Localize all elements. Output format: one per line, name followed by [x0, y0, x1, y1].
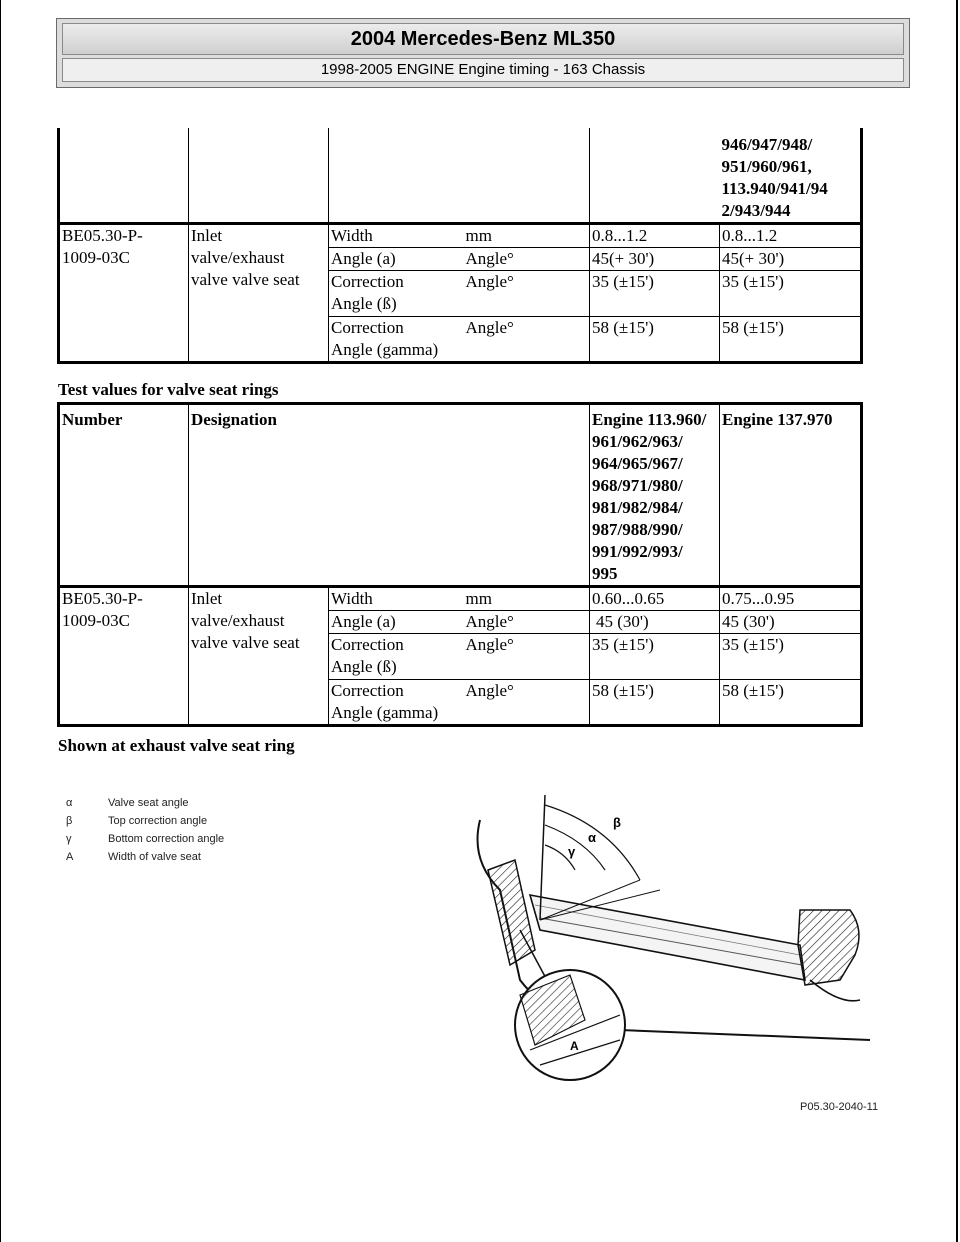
table-caption: Test values for valve seat rings: [58, 380, 279, 399]
legend-symbol: A: [66, 851, 74, 863]
legend-text: Bottom correction angle: [108, 833, 225, 845]
legend-symbol: β: [66, 815, 73, 827]
valve-seat-diagram: [460, 780, 880, 1100]
engine-variants-cell: 946/947/948/ 951/960/961, 113.940/941/94 2/943/944: [721, 135, 828, 220]
legend-text: Valve seat angle: [108, 797, 189, 809]
valve-seat-ring-test-values-table: [57, 402, 863, 727]
unit-cell: Angle°: [464, 634, 590, 680]
valve-seat-test-values-table-continued: [57, 128, 863, 364]
value-cell: 0.8...1.2: [590, 224, 720, 248]
column-header: Engine 137.970: [720, 404, 862, 587]
unit-cell: Angle°: [464, 271, 590, 317]
param-cell: Angle (a): [329, 248, 464, 271]
value-cell: 0.60...0.65: [590, 587, 720, 611]
unit-cell: mm: [464, 587, 590, 611]
value-cell: 45 (30'): [720, 611, 862, 634]
unit-cell: Angle°: [464, 248, 590, 271]
value-cell: 35 (±15'): [720, 634, 862, 680]
unit-cell: Angle°: [464, 680, 590, 726]
param-cell: Correction Angle (ß): [329, 271, 464, 317]
angle-label-beta: β: [613, 815, 621, 830]
param-cell: Correction Angle (gamma): [329, 680, 464, 726]
page-border-right: [956, 0, 958, 1242]
unit-cell: Angle°: [464, 317, 590, 363]
figure-caption: Shown at exhaust valve seat ring: [58, 736, 295, 755]
cylinder-head-right-hatch: [798, 910, 859, 985]
document-title: 2004 Mercedes-Benz ML350: [62, 23, 904, 55]
figure-reference: P05.30-2040-11: [800, 1101, 879, 1113]
legend-text: Top correction angle: [108, 815, 208, 827]
page-border-left: [0, 0, 1, 1242]
document-subtitle: 1998-2005 ENGINE Engine timing - 163 Chassis: [62, 58, 904, 82]
angle-label-alpha: α: [588, 830, 596, 845]
value-cell: 45(+ 30'): [590, 248, 720, 271]
value-cell: 45 (30'): [590, 611, 720, 634]
angle-label-gamma: γ: [568, 844, 576, 859]
param-cell: Angle (a): [329, 611, 464, 634]
value-cell: 58 (±15'): [720, 680, 862, 726]
column-header: Number: [62, 410, 123, 429]
designation-cell: Inlet valve/exhaust valve valve seat: [189, 224, 329, 363]
param-cell: Correction Angle (gamma): [329, 317, 464, 363]
param-cell: Width: [329, 587, 464, 611]
column-header: Designation: [189, 404, 590, 587]
column-header: Engine 113.960/ 961/962/963/ 964/965/967/ 968/971/980/ 981/982/984/ 987/988/990/ 991/992/993/ 995: [590, 404, 720, 587]
legend-symbol: γ: [66, 833, 72, 845]
part-number-cell: BE05.30-P- 1009-03C: [59, 224, 189, 363]
unit-cell: mm: [464, 224, 590, 248]
cylinder-head-left-hatch: [488, 860, 535, 965]
part-number-cell: BE05.30-P- 1009-03C: [59, 587, 189, 726]
value-cell: 58 (±15'): [590, 680, 720, 726]
value-cell: 58 (±15'): [720, 317, 862, 363]
value-cell: 35 (±15'): [590, 634, 720, 680]
unit-cell: Angle°: [464, 611, 590, 634]
legend-text: Width of valve seat: [108, 851, 201, 863]
value-cell: 58 (±15'): [590, 317, 720, 363]
value-cell: 45(+ 30'): [720, 248, 862, 271]
param-cell: Correction Angle (ß): [329, 634, 464, 680]
document-header: [56, 18, 910, 88]
detail-label-width: A: [570, 1039, 579, 1053]
value-cell: 35 (±15'): [590, 271, 720, 317]
value-cell: 0.8...1.2: [720, 224, 862, 248]
designation-cell: Inlet valve/exhaust valve valve seat: [189, 587, 329, 726]
legend-symbol: α: [66, 797, 73, 809]
value-cell: 35 (±15'): [720, 271, 862, 317]
param-cell: Width: [329, 224, 464, 248]
value-cell: 0.75...0.95: [720, 587, 862, 611]
